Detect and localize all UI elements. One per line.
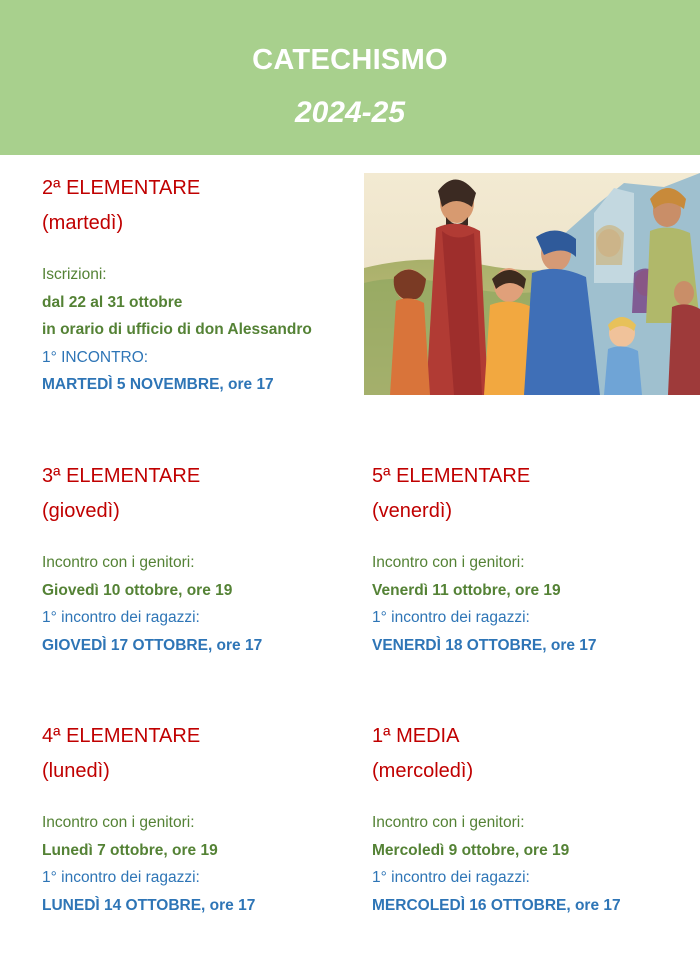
page-year: 2024-25 <box>294 96 406 129</box>
section-terza-elementare <box>42 464 262 659</box>
enrollment-dates: dal 22 al 31 ottobre <box>42 293 183 311</box>
enrollment-label: Iscrizioni: <box>42 266 107 283</box>
class-title: 5ª ELEMENTARE <box>372 465 531 487</box>
kids-meeting-label: 1° incontro dei ragazzi: <box>372 609 530 626</box>
class-title: 1ª MEDIA <box>372 725 460 747</box>
parents-meeting-label: Incontro con i genitori: <box>42 814 195 831</box>
kids-meeting-label: 1° incontro dei ragazzi: <box>42 869 200 886</box>
parents-meeting-label: Incontro con i genitori: <box>372 814 525 831</box>
first-meeting-label: 1° INCONTRO: <box>42 348 149 366</box>
kids-meeting-date: MERCOLEDÌ 16 OTTOBRE, ore 17 <box>372 896 621 914</box>
kids-meeting-date: LUNEDÌ 14 OTTOBRE, ore 17 <box>42 896 256 914</box>
class-title: 2ª ELEMENTARE <box>42 177 201 199</box>
class-day: (mercoledì) <box>372 760 474 782</box>
header-banner <box>0 0 700 155</box>
class-title: 3ª ELEMENTARE <box>42 465 201 487</box>
first-meeting-date: MARTEDÌ 5 NOVEMBRE, ore 17 <box>42 376 274 393</box>
parents-meeting-date: Mercoledì 9 ottobre, ore 19 <box>372 841 570 859</box>
section-quarta-elementare <box>42 724 255 919</box>
kids-meeting-label: 1° incontro dei ragazzi: <box>372 869 530 886</box>
section-prima-media <box>372 724 621 919</box>
parents-meeting-label: Incontro con i genitori: <box>372 554 525 571</box>
parents-meeting-date: Venerdì 11 ottobre, ore 19 <box>372 581 561 599</box>
kids-meeting-label: 1° incontro dei ragazzi: <box>42 609 200 626</box>
jesus-with-children-illustration <box>364 173 700 395</box>
section-seconda-elementare <box>42 176 312 399</box>
class-title: 4ª ELEMENTARE <box>42 725 201 747</box>
kids-meeting-date: GIOVEDÌ 17 OTTOBRE, ore 17 <box>42 636 263 654</box>
section-quinta-elementare <box>372 464 597 659</box>
class-day: (martedì) <box>42 212 124 234</box>
parents-meeting-label: Incontro con i genitori: <box>42 554 195 571</box>
class-day: (giovedì) <box>42 500 120 522</box>
class-day: (lunedì) <box>42 760 110 782</box>
class-day: (venerdì) <box>372 500 453 522</box>
kids-meeting-date: VENERDÌ 18 OTTOBRE, ore 17 <box>372 636 597 654</box>
enrollment-hours: in orario di ufficio di don Alessandro <box>42 321 312 338</box>
parents-meeting-date: Lunedì 7 ottobre, ore 19 <box>42 841 218 859</box>
parents-meeting-date: Giovedì 10 ottobre, ore 19 <box>42 581 233 599</box>
page-title: CATECHISMO <box>252 44 448 76</box>
